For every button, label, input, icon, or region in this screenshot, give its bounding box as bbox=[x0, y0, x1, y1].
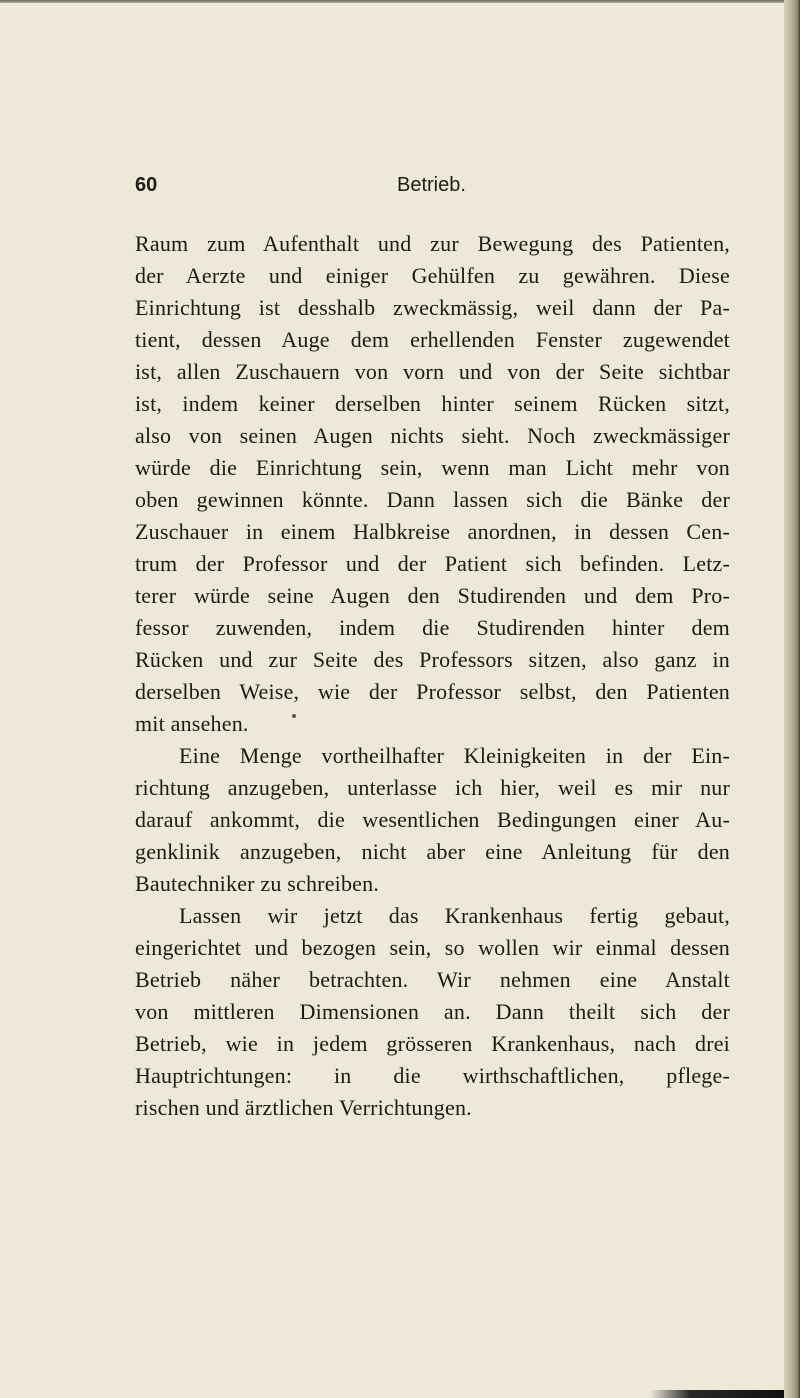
text-line: Eine Menge vortheilhafter Kleinigkeiten in der Ein- bbox=[179, 743, 730, 768]
running-title: Betrieb. bbox=[397, 174, 466, 196]
text-line: fessor zuwenden, indem die Studirenden hinter dem bbox=[135, 615, 730, 640]
body-text bbox=[135, 228, 730, 1124]
text-line: ist, indem keiner derselben hinter seinem Rücken sitzt, bbox=[135, 391, 730, 416]
page-top-edge bbox=[0, 0, 784, 3]
text-line: Einrichtung ist desshalb zweckmässig, weil dann der Pa- bbox=[135, 295, 730, 320]
text-line: tient, dessen Auge dem erhellenden Fenster zugewendet bbox=[135, 327, 730, 352]
text-line: also von seinen Augen nichts sieht. Noch zweckmässiger bbox=[135, 423, 730, 448]
text-line: mit ansehen. bbox=[135, 711, 249, 736]
text-line: Bautechniker zu schreiben. bbox=[135, 871, 380, 896]
text-line: ist, allen Zuschauern von vorn und von der Seite sichtbar bbox=[135, 359, 730, 384]
text-line: richtung anzugeben, unterlasse ich hier, weil es mir nur bbox=[135, 775, 730, 800]
book-spine-edge bbox=[784, 0, 800, 1398]
text-line: Hauptrichtungen: in die wirthschaftlichen, pflege- bbox=[135, 1063, 730, 1088]
text-line: trum der Professor und der Patient sich befinden. Letz- bbox=[135, 551, 730, 576]
text-line: genklinik anzugeben, nicht aber eine Anleitung für den bbox=[135, 839, 730, 864]
text-line: Zuschauer in einem Halbkreise anordnen, in dessen Cen- bbox=[135, 519, 730, 544]
text-line: Raum zum Aufenthalt und zur Bewegung des Patienten, bbox=[135, 231, 730, 256]
text-line: rischen und ärztlichen Verrichtungen. bbox=[135, 1095, 472, 1120]
text-line: Betrieb näher betrachten. Wir nehmen eine Anstalt bbox=[135, 967, 730, 992]
page-number: 60 bbox=[135, 174, 158, 196]
text-line: terer würde seine Augen den Studirenden und dem Pro- bbox=[135, 583, 730, 608]
text-line: eingerichtet und bezogen sein, so wollen wir einmal dessen bbox=[135, 935, 730, 960]
text-line: darauf ankommt, die wesentlichen Bedingungen einer Au- bbox=[135, 807, 730, 832]
text-line: Lassen wir jetzt das Krankenhaus fertig gebaut, bbox=[179, 903, 730, 928]
text-line: von mittleren Dimensionen an. Dann theilt sich der bbox=[135, 999, 730, 1024]
text-line: der Aerzte und einiger Gehülfen zu gewähren. Diese bbox=[135, 263, 730, 288]
text-line: derselben Weise, wie der Professor selbst, den Patienten bbox=[135, 679, 730, 704]
text-line: oben gewinnen könnte. Dann lassen sich die Bänke der bbox=[135, 487, 730, 512]
page-bottom-shadow bbox=[650, 1390, 784, 1398]
text-line: Rücken und zur Seite des Professors sitzen, also ganz in bbox=[135, 647, 730, 672]
running-header bbox=[135, 170, 675, 200]
text-line: Betrieb, wie in jedem grösseren Krankenhaus, nach drei bbox=[135, 1031, 730, 1056]
text-line: würde die Einrichtung sein, wenn man Licht mehr von bbox=[135, 455, 730, 480]
